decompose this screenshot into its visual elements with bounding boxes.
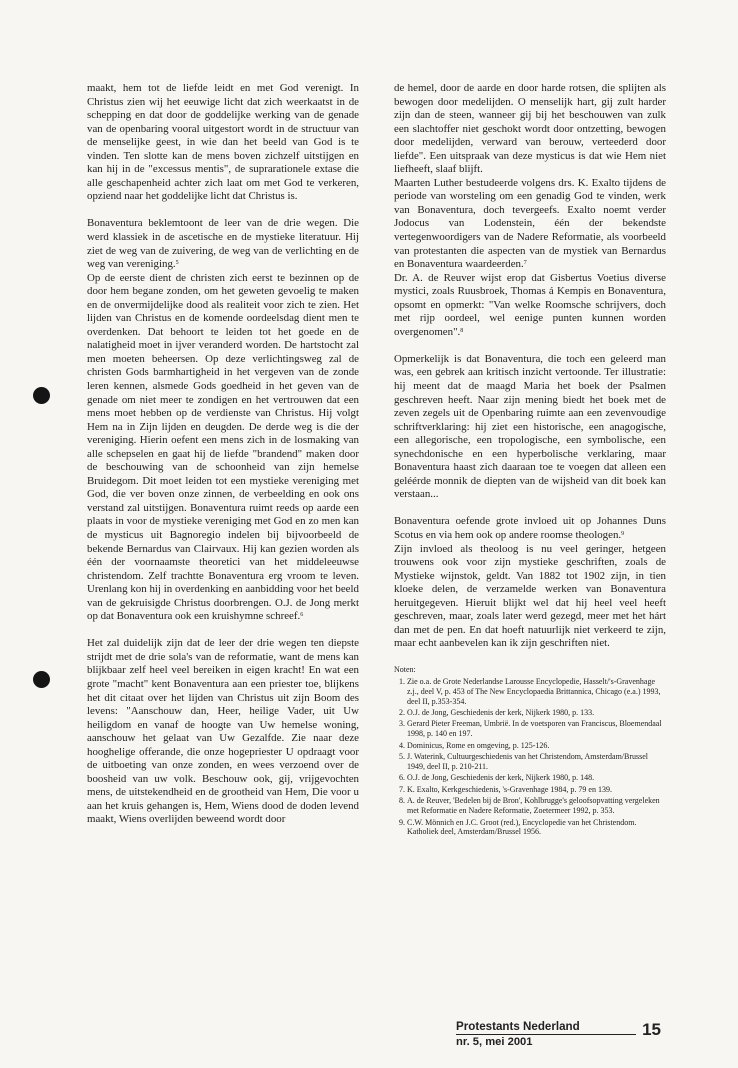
paragraph: Opmerkelijk is dat Bonaventura, die toch een geleerd man was, een gebrek aan kritisch inzicht vertoonde. Ter illustratie: hij meent dat de maagd Maria het boek der Psalmen geschreven heeft. Naar zijn mening biedt het boek met de zeven zegels uit de Openbaring ruimte aan een zevenvoudige schriftverklaring: hij ziet een historische, een anagogische, een allegorische, een tropologische, een symbolische, een synechdonische en een hyperbolische verklaring, maar Bonaventura haast zich daaraan toe te voegen dat alleen een geléérde monnik de diepten van de wijsheid van dit boek kan verstaan... (394, 352, 666, 501)
paragraph: Bonaventura beklemtoont de leer van de drie wegen. Die werd klassiek in de ascetische en de mystieke literatuur. Hij ziet de weg van de zuivering, de weg van de verlichting en de weg van vereniging.$^5$ (87, 217, 359, 271)
footnote: 6. O.J. de Jong, Geschiedenis der kerk, Nijkerk 1980, p. 148. (407, 773, 666, 783)
footnote: 3. Gerard Pieter Freeman, Umbrië. In de voetsporen van Franciscus, Bloemendaal 1998, p. 140 en 197. (407, 719, 666, 739)
footnote-ref: 7 (523, 260, 527, 267)
footnote: 2. O.J. de Jong, Geschiedenis der kerk, Nijkerk 1980, p. 133. (407, 708, 666, 718)
paragraph: Maarten Luther bestudeerde volgens drs. K. Exalto tijdens de periode van worsteling om een genadig God te vinden, werk van Bonaventura, doch tevergeefs. Exalto noemt verder Jodocus van Lodenstein, één der bekendste vertegenwoordigers van de Nadere Reformatie, als voorbeeld van protestanten die aspecten van de mystiek van Bernardus en Bonaventura waardeerden.$^7$ (394, 176, 666, 271)
paragraph: de hemel, door de aarde en door harde rotsen, die splijten als bewogen door medelijden. O menselijk hart, gij zult harder zijn dan de steen, wanneer gij bij het beschouwen van zulk een slachtoffer niet geschokt wordt door ontzetting, bewogen door medelijden, verward van berouw, verteederd door liefde". Een uitspraak van deze mysticus is dat wie Hem niet liefheeft, slaaf blijft. (394, 82, 666, 176)
footnote: 9. C.W. Mönnich en J.C. Groot (red.), Encyclopedie van het Christendom. Katholiek deel, Amsterdam/Brussel 1956. (407, 818, 666, 838)
issue-info: nr. 5, mei 2001 (456, 1036, 533, 1048)
footnote-ref: 6 (300, 612, 304, 619)
page-footer (456, 1020, 661, 1048)
right-column (394, 82, 666, 839)
footnotes-list (394, 677, 666, 838)
publication-title: Protestants Nederland (456, 1020, 636, 1035)
paragraph: Het zal duidelijk zijn dat de leer der drie wegen ten diepste strijdt met de drie sola's van de reformatie, want de mens kan blijkbaar zelf heel veel bereiken in eigen kracht! En wat een grote "macht" kent Bonaventura aan een priester toe, blijkens het dit citaat over het lijden van Christus uit zijn Boom des levens: "Aanschouw dan, Heer, heilige Vader, uit Uw heiligdom en vanaf de hoogte van Uw hemelse woning, aanschouw het gelaat van Uw Gezalfde. Zie naar deze hooghelige offerande, die onze hogepriester U opdraagt voor de uitboeting van onze zonden, en wees verzoend over de boosheid van uw volk. Beschouw ook, gij, vrijgevochten mens, de uitstekendheid en de grootheid van Hem, Die voor u aan het kruis gehangen is, Hem, Wiens dood de doden levend maakt, Wiens overlijden beweend wordt door (87, 637, 359, 826)
paragraph: Bonaventura oefende grote invloed uit op Johannes Duns Scotus en via hem ook op andere roomse theologen.$^9$ (394, 515, 666, 541)
footnote-ref: 5 (175, 260, 179, 267)
footnote-ref: 8 (460, 327, 464, 334)
paragraph: Zijn invloed als theoloog is nu veel geringer, hetgeen trouwens ook voor zijn mystieke geschriften, zoals de Mystieke wijnstok, geldt. Van 1882 tot 1902 zijn, in tien kloeke delen, de verzamelde werken van Bonaventura heruitgegeven. Hieruit blijkt wel dat hij heel veel heeft geschreven, maar, zoals later werd gezegd, meer met het hárt dan met de pen. En dat hoeft natuurlijk niet verkeerd te zijn, maar echt aanbevelen kan ik zijn geschriften niet. (394, 542, 666, 650)
footnote-ref: 9 (621, 530, 625, 537)
footnote: 8. A. de Reuver, 'Bedelen bij de Bron', Kohlbrugge's geloofsopvatting vergeleken met Reformatie en Nadere Reformatie, Zoetermeer 1992, p. 353. (407, 796, 666, 816)
paragraph: Op de eerste dient de christen zich eerst te bezinnen op de door hem begane zonden, om het geweten gevoelig te maken en de onvermijdelijke dood als realiteit voor zich te zien. Het lijden van Christus en de komende oordeelsdag dient men te overdenken. Dat behoort te leiden tot het goede en de nalatigheid moet in ijver veranderd worden. De hartstocht zal men moeten beheersen. Op deze verlichtingsweg zal de christen Gods barmhartigheid in het vergeven van de zonde leren kennen, alsmede Gods goedheid in het geven van de genade om niet meer te zondigen en het vertrouwen dat een mens moet hebben op de verdienste van Christus. Hij volgt Hem na in Zijn lijden en deugden. De derde weg is die der vereniging. Hierin oefent een mens zich in de losmaking van alle schepselen en gaat hij de liefde "brandend" maken door de beschouwing van de schoonheid van zijn hemelse Bruidegom. Dit moet leiden tot een mystieke vereniging met God, die ver boven onze zinnen, de verbeelding en ook ons verstand zal uitstijgen. Bonaventura ruimt reeds op aarde een plaats in voor de mystieke vereniging met God en zo men kan de mysticus uit Bagnoregio indelen bij bijvoorbeeld de bekende Bernardus van Clairvaux. Hij kan gezien worden als één der voornaamste theoretici van het middeleeuwse christendom. Zelf trachtte Bonaventura erg vroom te leven. Urenlang kon hij in overdenking en aanbidding voor het beeld van de gekruisigde Christus doorbrengen. O.J. de Jong merkt op dat Bonaventura ook een kruishymne schreef.$^6$ (87, 271, 359, 623)
footnote: 1. Zie o.a. de Grote Nederlandse Larousse Encyclopedie, Hasselt/'s-Gravenhage z.j., deel V, p. 453 of The New Encyclopaedia Brittannica, Chicago (e.a.) 1993, deel II, p.353-354. (407, 677, 666, 707)
paragraph: maakt, hem tot de liefde leidt en met God verenigt. In Christus zien wij het eeuwige licht dat zich weerkaatst in de schepping en dat door de goddelijke werking van de genade van de openbaring vooral uitgestort wordt in de structuur van de menselijke geest, in wie dan het beeld van God is te vinden. Ten slotte kan de mens boven zichzelf uitstijgen en kan hij in de "excessus mentis", de suprarationele extase die alle geschapenheid achter zich laat om met God te verkeren, opziend naar het goddelijke licht dat Christus is. (87, 82, 359, 203)
punch-hole-top (33, 387, 50, 404)
footnotes (394, 665, 666, 838)
page-number: 15 (642, 1020, 661, 1039)
footnote: 5. J. Waterink, Cultuurgeschiedenis van het Christendom, Amsterdam/Brussel 1949, deel II, p. 210-211. (407, 752, 666, 772)
paragraph: Dr. A. de Reuver wijst erop dat Gisbertus Voetius diverse mystici, zoals Ruusbroek, Thomas á Kempis en Bonaventura, opsomt en opmerkt: "Van welke Roomsche schrijvers, doch met rijp oordeel, wel eenige punten kunnen worden overgenomen".$^8$ (394, 271, 666, 338)
left-column (87, 82, 359, 840)
punch-hole-bottom (33, 671, 50, 688)
footnotes-heading: Noten: (394, 664, 416, 674)
footnote: 4. Dominicus, Rome en omgeving, p. 125-126. (407, 741, 666, 751)
footnote: 7. K. Exalto, Kerkgeschiedenis, 's-Gravenhage 1984, p. 79 en 139. (407, 785, 666, 795)
